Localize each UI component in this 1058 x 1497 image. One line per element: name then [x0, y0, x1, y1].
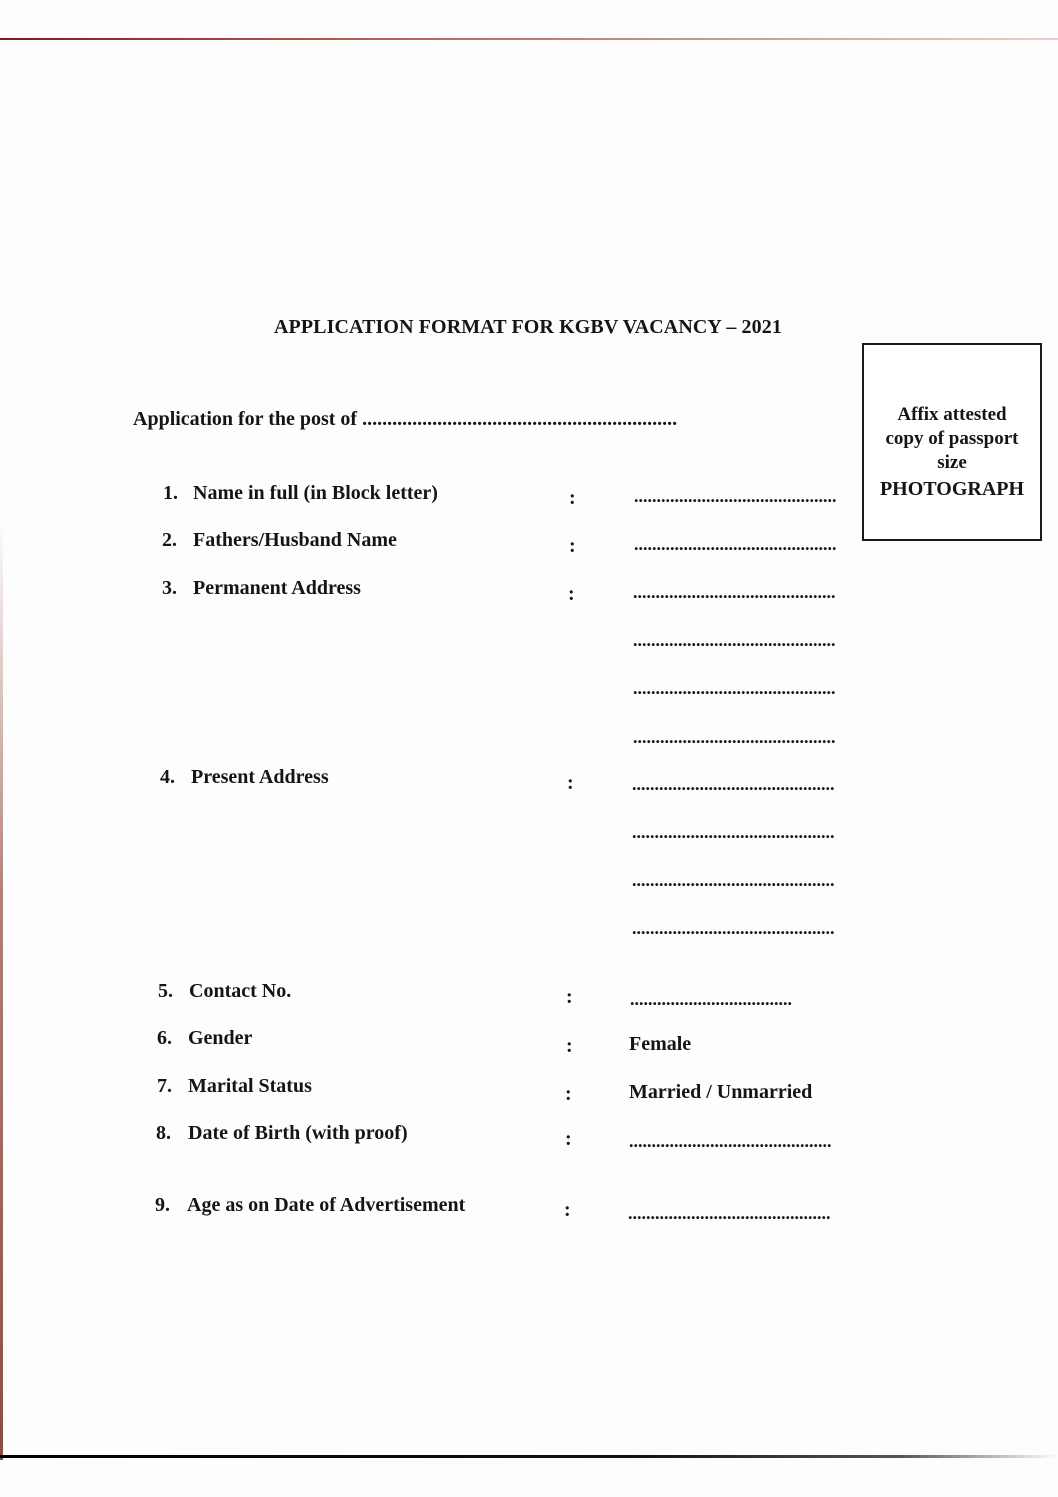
photo-box-line1: Affix attested	[897, 404, 1007, 425]
field-number: 8.	[156, 1122, 171, 1144]
top-border-line	[0, 38, 1058, 40]
field-colon: :	[568, 583, 575, 605]
field-label: Permanent Address	[193, 577, 361, 599]
field-number: 9.	[155, 1194, 170, 1216]
field-colon: :	[569, 535, 576, 557]
field-number: 5.	[158, 980, 173, 1002]
father-husband-name-input[interactable]: .............................................	[634, 534, 837, 554]
present-address-input-2[interactable]: .............................................	[632, 822, 835, 842]
post-label: Application for the post of	[133, 408, 358, 430]
field-label: Contact No.	[189, 980, 292, 1002]
photo-box-line2: copy of passport	[885, 428, 1019, 449]
bottom-border-line	[0, 1455, 1058, 1458]
field-colon: :	[566, 1035, 573, 1057]
permanent-address-input-1[interactable]: .............................................	[633, 582, 836, 602]
gender-value: Female	[629, 1033, 692, 1055]
field-colon: :	[569, 487, 576, 509]
field-number: 4.	[160, 766, 175, 788]
present-address-input-1[interactable]: .............................................	[632, 774, 835, 794]
field-number: 7.	[157, 1075, 172, 1097]
photo-box[interactable]	[862, 343, 1042, 541]
field-colon: :	[565, 1083, 572, 1105]
photo-box-line3: size	[937, 452, 967, 473]
field-number: 1.	[163, 482, 178, 504]
field-number: 6.	[157, 1027, 172, 1049]
left-edge-shadow	[0, 520, 3, 1460]
field-label: Age as on Date of Advertisement	[187, 1194, 466, 1216]
contact-no-input[interactable]: ....................................	[630, 989, 792, 1009]
post-applied-line	[133, 408, 677, 431]
field-number: 3.	[162, 577, 177, 599]
field-label: Name in full (in Block letter)	[193, 482, 438, 504]
present-address-input-4[interactable]: .............................................	[632, 918, 835, 938]
field-label: Fathers/Husband Name	[193, 529, 397, 551]
date-of-birth-input[interactable]: .............................................	[629, 1131, 832, 1151]
field-label: Date of Birth (with proof)	[188, 1122, 408, 1144]
field-label: Gender	[188, 1027, 253, 1049]
field-label: Marital Status	[188, 1075, 312, 1097]
photo-box-line4: PHOTOGRAPH	[879, 478, 1025, 500]
permanent-address-input-2[interactable]: .............................................	[633, 630, 836, 650]
name-input[interactable]: .............................................	[634, 486, 837, 506]
permanent-address-input-3[interactable]: .............................................	[633, 678, 836, 698]
field-label: Present Address	[191, 766, 329, 788]
page-title: APPLICATION FORMAT FOR KGBV VACANCY – 2021	[274, 316, 782, 338]
field-colon: :	[565, 1128, 572, 1150]
field-colon: :	[564, 1199, 571, 1221]
field-colon: :	[567, 772, 574, 794]
post-input[interactable]: ...............................................................	[362, 408, 678, 430]
present-address-input-3[interactable]: .............................................	[632, 870, 835, 890]
permanent-address-input-4[interactable]: .............................................	[633, 727, 836, 747]
age-input[interactable]: .............................................	[628, 1203, 831, 1223]
field-number: 2.	[162, 529, 177, 551]
marital-status-value: Married / Unmarried	[629, 1081, 813, 1103]
field-colon: :	[566, 986, 573, 1008]
